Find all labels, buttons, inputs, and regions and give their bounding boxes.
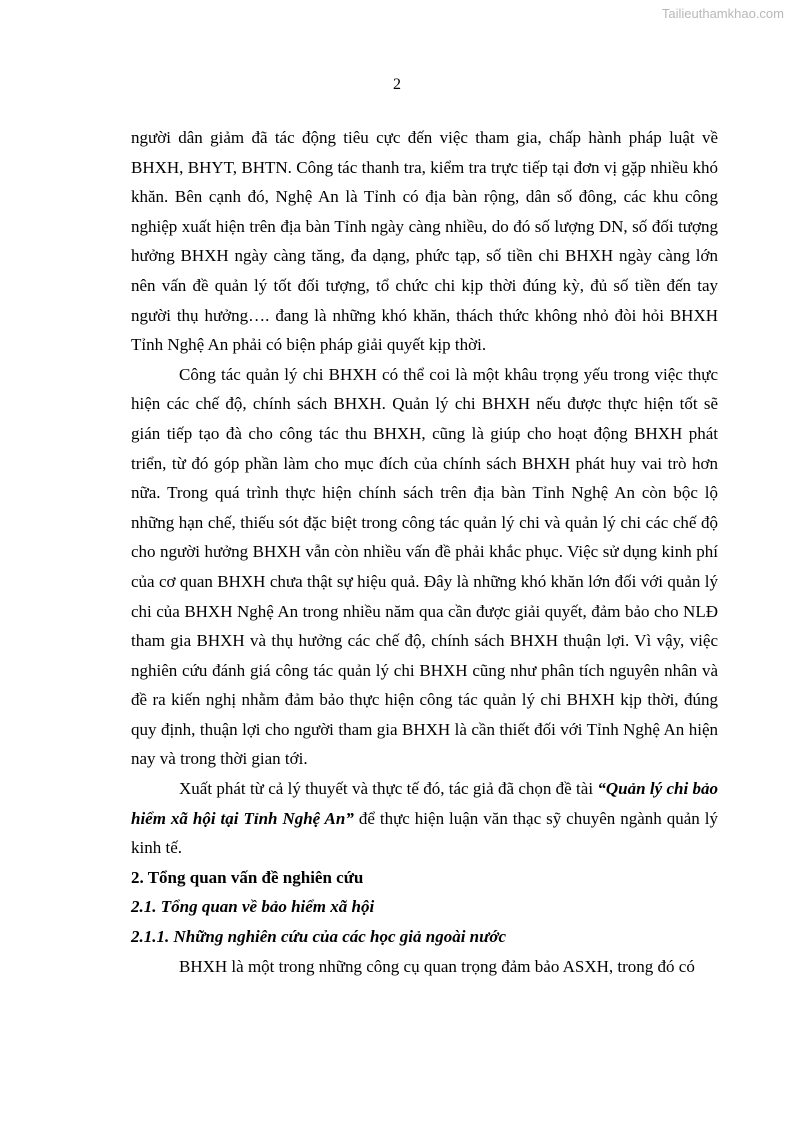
section-heading-2: 2. Tổng quan vấn đề nghiên cứu — [131, 867, 364, 887]
paragraph-3-intro: Xuất phát từ cả lý thuyết và thực tế đó, tác giả đã chọn đề tài — [179, 779, 598, 799]
section-heading-2-1: 2.1. Tổng quan về bảo hiểm xã hội — [131, 897, 375, 917]
watermark: Tailieuthamkhao.com — [661, 6, 784, 21]
paragraph-4: BHXH là một trong những công cụ quan trọng đảm bảo ASXH, trong đó có — [179, 956, 695, 976]
paragraph-3 — [131, 774, 718, 863]
paragraph-3-end: để thực hiện luận văn thạc sỹ chuyên ngành quản lý kinh tế. — [131, 808, 718, 858]
section-heading-2-1-1: 2.1.1. Những nghiên cứu của các học giả ngoài nước — [131, 927, 506, 947]
paragraph-2: Công tác quản lý chi BHXH có thể coi là một khâu trọng yếu trong việc thực hiện các chế độ, chính sách BHXH. Quản lý chi BHXH nếu được thực hiện tốt sẽ gián tiếp tạo đà cho công tác thu BHXH, cũng là giúp cho hoạt động BHXH phát triển, từ đó góp phần làm cho mục đích của chính sách BHXH phát huy vai trò hơn nữa. Trong quá trình thực hiện chính sách trên địa bàn Tỉnh Nghệ An còn bộc lộ những hạn chế, thiếu sót đặc biệt trong công tác quản lý chi và quản lý chi các chế độ cho người hưởng BHXH vẫn còn nhiều vấn đề phải khắc phục. Việc sử dụng kinh phí của cơ quan BHXH chưa thật sự hiệu quả. Đây là những khó khăn lớn đối với quản lý chi của BHXH Nghệ An trong nhiều năm qua cần được giải quyết, đảm bảo cho NLĐ tham gia BHXH và thụ hưởng các chế độ, chính sách BHXH thuận lợi. Vì vậy, việc nghiên cứu đánh giá công tác quản lý chi BHXH cũng như phân tích nguyên nhân và đề ra kiến nghị nhằm đảm bảo thực hiện công tác quản lý chi BHXH kịp thời, đúng quy định, thuận lợi cho người tham gia BHXH là cần thiết đối với Tỉnh Nghệ An hiện nay và trong thời gian tới. — [131, 364, 718, 769]
paragraph-1: người dân giảm đã tác động tiêu cực đến việc tham gia, chấp hành pháp luật về BHXH, BHYT, BHTN. Công tác thanh tra, kiểm tra trực tiếp tại đơn vị gặp nhiều khó khăn. Bên cạnh đó, Nghệ An là Tỉnh có địa bàn rộng, dân số đông, các khu công nghiệp xuất hiện trên địa bàn Tỉnh ngày càng nhiều, do đó số lượng DN, số đối tượng hưởng BHXH ngày càng tăng, đa dạng, phức tạp, số tiền chi BHXH ngày càng lớn nên vấn đề quản lý tốt đối tượng, tổ chức chi kịp thời đúng kỳ, đủ số tiền đến tay người thụ hưởng…. đang là những khó khăn, thách thức không nhỏ đòi hỏi BHXH Tỉnh Nghệ An phải có biện pháp giải quyết kịp thời. — [131, 128, 718, 355]
page-number: 2 — [393, 76, 401, 93]
thesis-title: “Quản lý chi bảo hiểm xã hội tại Tỉnh Nghệ An” — [131, 779, 718, 828]
document-body — [131, 123, 718, 981]
